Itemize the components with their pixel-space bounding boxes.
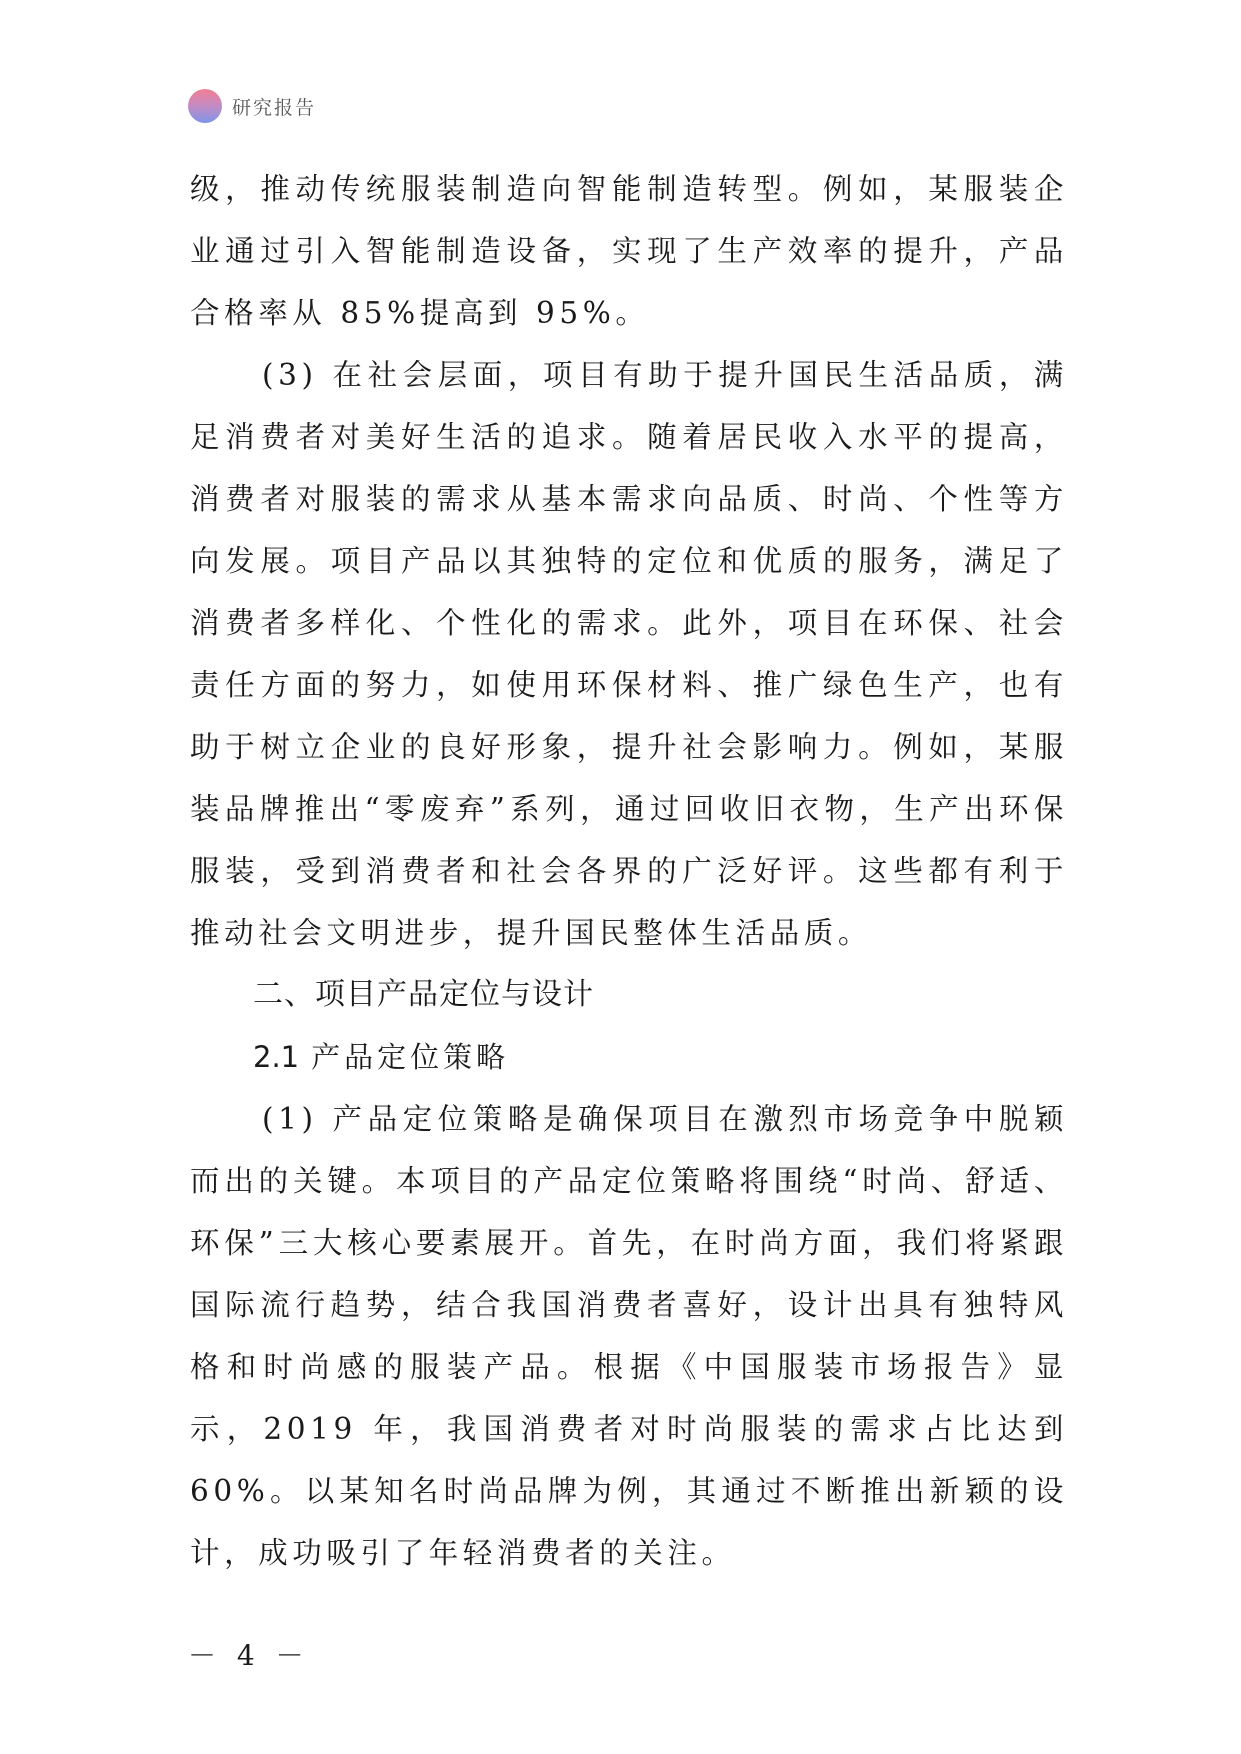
page-number: － 4 －	[188, 1639, 310, 1672]
paragraph-positioning-strategy: (1) 产品定位策略是确保项目在激烈市场竞争中脱颖而出的关键。本项目的产品定位策略将围绕“时尚、舒适、环保”三大核心要素展开。首先，在时尚方面，我们将紧跟国际流行趋势，结合我国消费者喜好，设计出具有独特风格和时尚感的服装产品。根据《中国服装市场报告》显示，2019 年，我国消费者对时尚服装的需求占比达到 60%。以某知名时尚品牌为例，其通过不断推出新颖的设计，成功吸引了年轻消费者的关注。	[190, 1102, 1068, 1570]
header-title: 研究报告	[232, 96, 317, 119]
paragraph-social-level: (3) 在社会层面，项目有助于提升国民生活品质，满足消费者对美好生活的追求。随着居民收入水平的提高，消费者对服装的需求从基本需求向品质、时尚、个性等方向发展。项目产品以其独特的定位和优质的服务，满足了消费者多样化、个性化的需求。此外，项目在环保、社会责任方面的努力，如使用环保材料、推广绿色生产，也有助于树立企业的良好形象，提升社会影响力。例如，某服装品牌推出“零废弃”系列，通过回收旧衣物，生产出环保服装，受到消费者和社会各界的广泛好评。这些都有利于推动社会文明进步，提升国民整体生活品质。	[190, 358, 1068, 950]
logo-icon	[188, 89, 222, 123]
subsection-title: 产品定位策略	[311, 1040, 510, 1074]
subsection-number: 2.1	[253, 1040, 300, 1074]
subsection-heading	[190, 1026, 1068, 1088]
document-header	[188, 88, 316, 124]
paragraph-continuation: 级，推动传统服装制造向智能制造转型。例如，某服装企业通过引入智能制造设备，实现了生产效率的提升，产品合格率从 85%提高到 95%。	[190, 172, 1068, 330]
document-body	[190, 158, 1068, 1584]
section-heading: 二、项目产品定位与设计	[253, 977, 594, 1012]
